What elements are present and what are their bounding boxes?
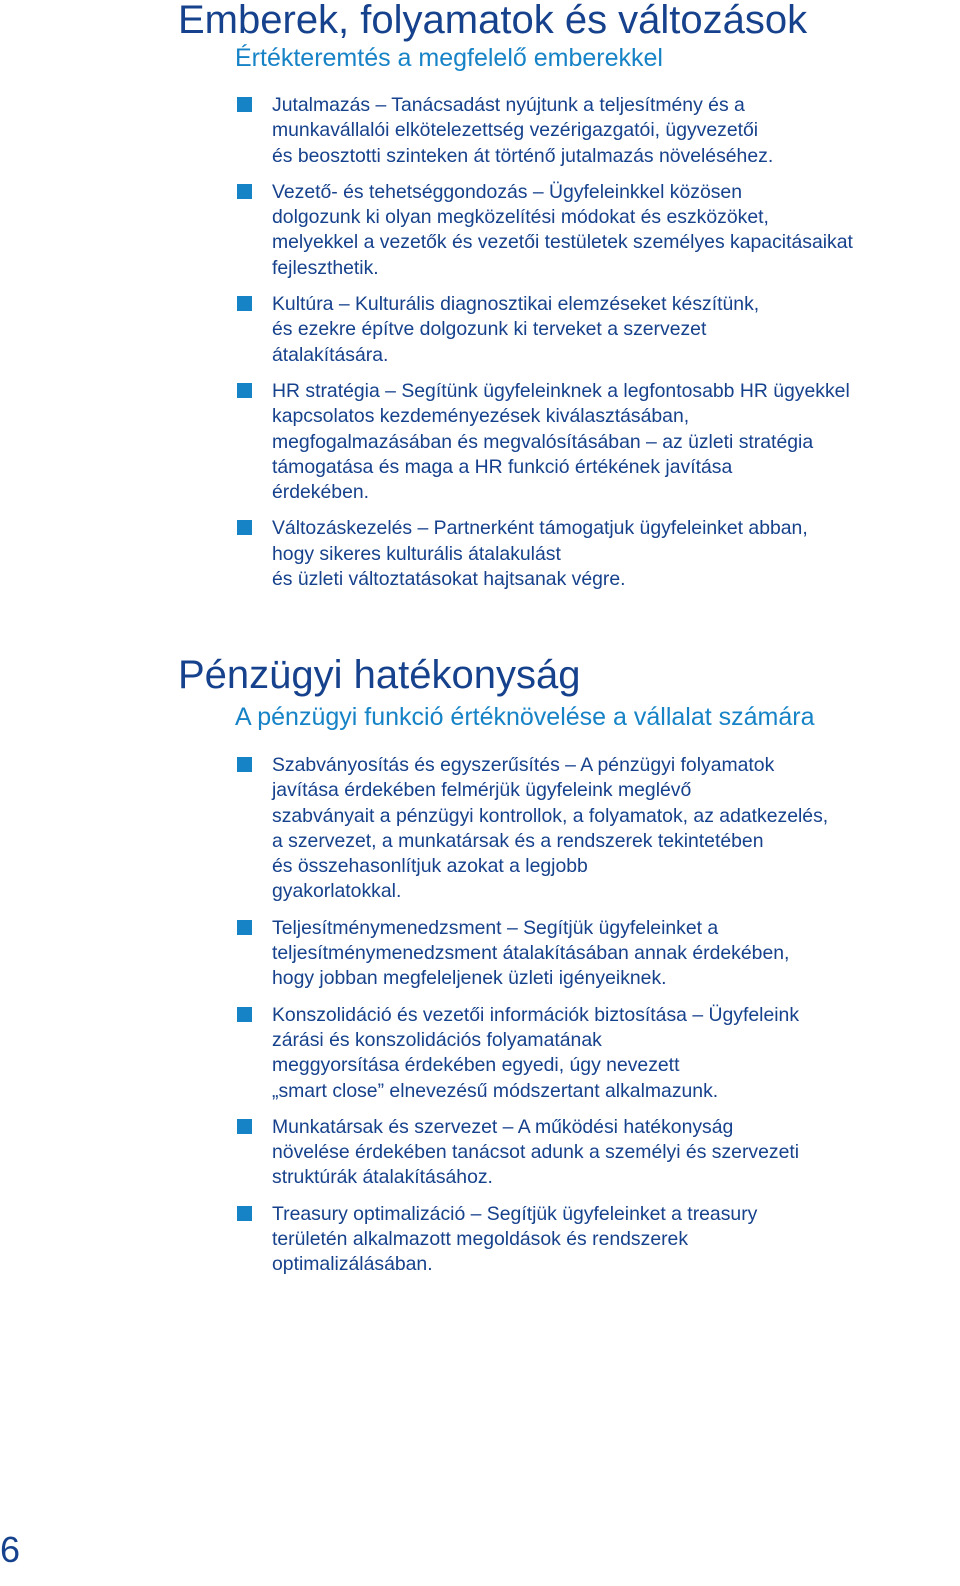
section-title: Emberek, folyamatok és változások bbox=[178, 0, 808, 42]
square-bullet-icon bbox=[237, 1119, 252, 1134]
item-line: Konszolidáció és vezetői információk biztosítása – Ügyfeleink bbox=[272, 1003, 800, 1026]
item-line: „smart close” elnevezésű módszertant alkalmazunk. bbox=[272, 1079, 719, 1102]
item-line: teljesítménymenedzsment átalakításában annak érdekében, bbox=[272, 942, 790, 965]
item-line: optimalizálásában. bbox=[272, 1253, 433, 1276]
item-line: és beosztotti szinteken át történő jutalmazás növeléséhez. bbox=[272, 144, 774, 167]
item-line: hogy sikeres kulturális átalakulást bbox=[272, 542, 561, 565]
item-line: és üzleti változtatásokat hajtsanak végre. bbox=[272, 568, 626, 591]
list-item bbox=[235, 292, 954, 368]
item-line: Munkatársak és szervezet – A működési hatékonyság bbox=[272, 1115, 734, 1138]
item-line: Kultúra – Kulturális diagnosztikai elemzéseket készítünk, bbox=[272, 293, 760, 316]
item-line: megfogalmazásában és megvalósításában – az üzleti stratégia bbox=[272, 430, 814, 453]
item-line: növelése érdekében tanácsot adunk a személyi és szervezeti bbox=[272, 1141, 800, 1164]
item-line: szabványait a pénzügyi kontrollok, a folyamatok, az adatkezelés, bbox=[272, 804, 829, 827]
square-bullet-icon bbox=[237, 296, 252, 311]
item-line: fejleszthetik. bbox=[272, 256, 379, 279]
square-bullet-icon bbox=[237, 1007, 252, 1022]
section-subtitle: Értékteremtés a megfelelő emberekkel bbox=[235, 44, 663, 72]
section-financial-efficiency bbox=[178, 652, 954, 1289]
item-line: területén alkalmazott megoldások és rendszerek bbox=[272, 1228, 689, 1251]
item-line: Teljesítménymenedzsment – Segítjük ügyfeleinket a bbox=[272, 916, 719, 939]
list-item bbox=[235, 1115, 954, 1191]
item-line: zárási és konszolidációs folyamatának bbox=[272, 1028, 602, 1051]
item-line: kapcsolatos kezdeményezések kiválasztásában, bbox=[272, 405, 690, 428]
item-line: dolgozunk ki olyan megközelítési módokat és eszközöket, bbox=[272, 206, 769, 229]
list-item bbox=[235, 753, 954, 905]
item-line: és összehasonlítjuk azokat a legjobb bbox=[272, 855, 588, 878]
item-line: gyakorlatokkal. bbox=[272, 880, 402, 903]
item-line: Szabványosítás és egyszerűsítés – A pénzügyi folyamatok bbox=[272, 754, 775, 776]
item-line: Jutalmazás – Tanácsadást nyújtunk a teljesítmény és a bbox=[272, 94, 745, 116]
list-item bbox=[235, 180, 954, 281]
item-line: a szervezet, a munkatársak és a rendszerek tekintetében bbox=[272, 829, 764, 852]
list-item bbox=[235, 1202, 954, 1278]
square-bullet-icon bbox=[237, 757, 252, 772]
item-line: hogy jobban megfeleljenek üzleti igényeiknek. bbox=[272, 967, 667, 990]
section-subtitle: A pénzügyi funkció értéknövelése a vállalat számára bbox=[235, 703, 815, 731]
square-bullet-icon bbox=[237, 383, 252, 398]
bullet-list bbox=[178, 753, 954, 1278]
section-title: Pénzügyi hatékonyság bbox=[178, 653, 581, 697]
square-bullet-icon bbox=[237, 97, 252, 112]
list-item bbox=[235, 93, 954, 169]
item-line: javítása érdekében felmérjük ügyfeleink meglévő bbox=[272, 779, 692, 802]
item-line: struktúrák átalakításához. bbox=[272, 1166, 493, 1189]
item-line: meggyorsítása érdekében egyedi, úgy nevezett bbox=[272, 1054, 680, 1077]
item-line: támogatása és maga a HR funkció értékének javítása bbox=[272, 455, 733, 478]
square-bullet-icon bbox=[237, 184, 252, 199]
bullet-list bbox=[178, 93, 954, 592]
item-line: és ezekre építve dolgozunk ki terveket a szervezet bbox=[272, 318, 707, 341]
item-line: Treasury optimalizáció – Segítjük ügyfeleinket a treasury bbox=[272, 1202, 758, 1225]
item-line: melyekkel a vezetők és vezetői testületek személyes kapacitásaikat bbox=[272, 231, 853, 254]
page-number: 6 bbox=[0, 1529, 21, 1570]
item-line: átalakítására. bbox=[272, 343, 389, 366]
square-bullet-icon bbox=[237, 920, 252, 935]
list-item bbox=[235, 516, 954, 592]
square-bullet-icon bbox=[237, 520, 252, 535]
item-line: HR stratégia – Segítünk ügyfeleinknek a legfontosabb HR ügyekkel bbox=[272, 379, 850, 402]
item-line: Változáskezelés – Partnerként támogatjuk ügyfeleinket abban, bbox=[272, 517, 808, 540]
item-line: munkavállalói elkötelezettség vezérigazgatói, ügyvezetői bbox=[272, 119, 759, 142]
list-item bbox=[235, 1003, 954, 1104]
list-item bbox=[235, 916, 954, 992]
square-bullet-icon bbox=[237, 1206, 252, 1221]
list-item bbox=[235, 379, 954, 505]
item-line: érdekében. bbox=[272, 481, 370, 504]
item-line: Vezető- és tehetséggondozás – Ügyfeleinkkel közösen bbox=[272, 180, 742, 203]
section-people-processes-change bbox=[178, 0, 954, 603]
